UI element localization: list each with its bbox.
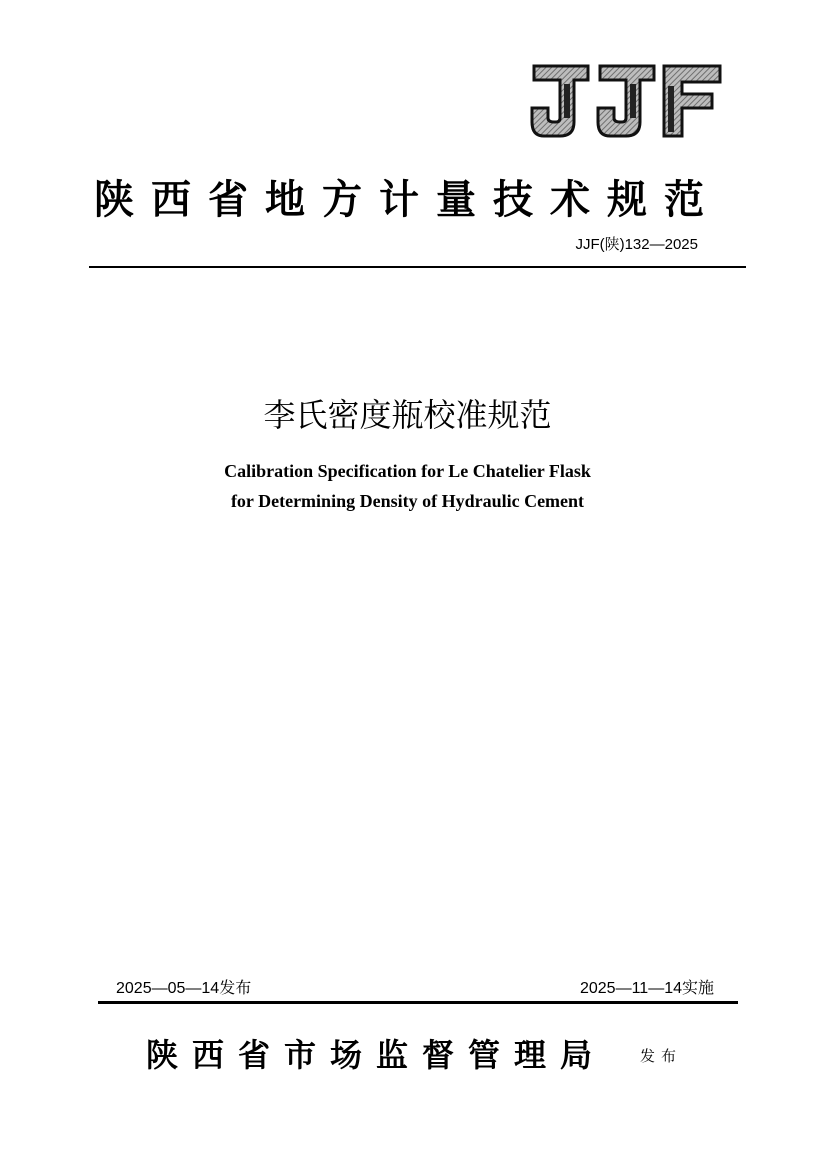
standard-type-title: 陕西省地方计量技术规范 — [94, 176, 721, 223]
issuing-suffix: 发布 — [640, 1047, 683, 1065]
header-divider — [89, 266, 746, 268]
document-title-english-line1: Calibration Specification for Le Chatelier Flask — [224, 461, 591, 481]
document-title-english-line2: for Determining Density of Hydraulic Cement — [230, 491, 585, 511]
issuing-authority: 陕西省市场监督管理局 — [146, 1036, 607, 1074]
standard-code: JJF(陕)132—2025 — [575, 236, 698, 253]
jjf-logo — [528, 62, 724, 140]
publish-date: 2025—05—14发布 — [116, 980, 252, 997]
footer-divider — [98, 1001, 738, 1004]
document-title-chinese: 李氏密度瓶校准规范 — [263, 396, 552, 434]
jjf-logo-graphic — [528, 62, 724, 140]
implementation-date: 2025—11—14实施 — [579, 980, 714, 997]
